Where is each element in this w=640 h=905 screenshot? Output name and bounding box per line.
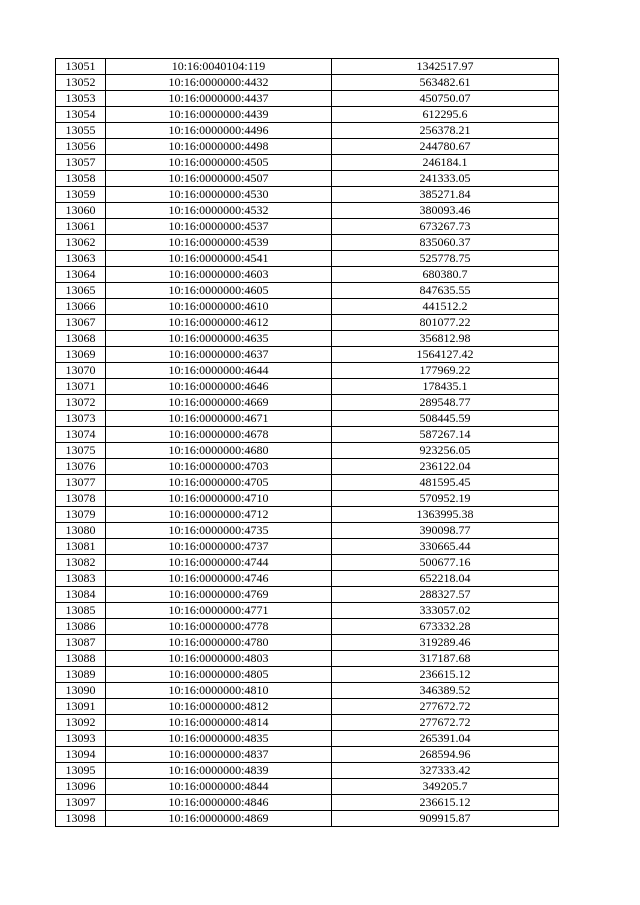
value-cell: 680380.7: [332, 267, 559, 283]
table-row: [56, 667, 559, 683]
row-number-cell: 13072: [56, 395, 106, 411]
value-cell: 349205.7: [332, 779, 559, 795]
value-cell: 244780.67: [332, 139, 559, 155]
row-number-cell: 13094: [56, 747, 106, 763]
table-row: [56, 315, 559, 331]
table-row: [56, 427, 559, 443]
row-number-cell: 13060: [56, 203, 106, 219]
row-number-cell: 13064: [56, 267, 106, 283]
table-row: [56, 91, 559, 107]
value-cell: 288327.57: [332, 587, 559, 603]
table-row: [56, 731, 559, 747]
table-row: [56, 203, 559, 219]
table-row: [56, 619, 559, 635]
table-row: [56, 219, 559, 235]
table-row: [56, 363, 559, 379]
cadastral-number-cell: 10:16:0000000:4844: [106, 779, 332, 795]
table-row: [56, 635, 559, 651]
cadastral-number-cell: 10:16:0000000:4780: [106, 635, 332, 651]
row-number-cell: 13087: [56, 635, 106, 651]
cadastral-number-cell: 10:16:0000000:4530: [106, 187, 332, 203]
row-number-cell: 13057: [56, 155, 106, 171]
value-cell: 570952.19: [332, 491, 559, 507]
row-number-cell: 13071: [56, 379, 106, 395]
table-row: [56, 139, 559, 155]
row-number-cell: 13061: [56, 219, 106, 235]
value-cell: 923256.05: [332, 443, 559, 459]
table-row: [56, 379, 559, 395]
value-cell: 835060.37: [332, 235, 559, 251]
cadastral-number-cell: 10:16:0000000:4837: [106, 747, 332, 763]
row-number-cell: 13084: [56, 587, 106, 603]
table-row: [56, 59, 559, 75]
cadastral-number-cell: 10:16:0000000:4605: [106, 283, 332, 299]
table-row: [56, 123, 559, 139]
table-body: [56, 59, 559, 827]
value-cell: 1363995.38: [332, 507, 559, 523]
value-cell: 390098.77: [332, 523, 559, 539]
table-row: [56, 699, 559, 715]
cadastral-number-cell: 10:16:0000000:4680: [106, 443, 332, 459]
value-cell: 385271.84: [332, 187, 559, 203]
row-number-cell: 13063: [56, 251, 106, 267]
table-row: [56, 587, 559, 603]
cadastral-number-cell: 10:16:0000000:4437: [106, 91, 332, 107]
table-row: [56, 107, 559, 123]
row-number-cell: 13051: [56, 59, 106, 75]
value-cell: 289548.77: [332, 395, 559, 411]
cadastral-number-cell: 10:16:0000000:4744: [106, 555, 332, 571]
value-cell: 236122.04: [332, 459, 559, 475]
value-cell: 246184.1: [332, 155, 559, 171]
row-number-cell: 13086: [56, 619, 106, 635]
value-cell: 177969.22: [332, 363, 559, 379]
row-number-cell: 13076: [56, 459, 106, 475]
cadastral-number-cell: 10:16:0000000:4778: [106, 619, 332, 635]
cadastral-number-cell: 10:16:0000000:4498: [106, 139, 332, 155]
cadastral-number-cell: 10:16:0000000:4705: [106, 475, 332, 491]
row-number-cell: 13081: [56, 539, 106, 555]
table-row: [56, 347, 559, 363]
table-row: [56, 779, 559, 795]
value-cell: 450750.07: [332, 91, 559, 107]
row-number-cell: 13095: [56, 763, 106, 779]
table-row: [56, 507, 559, 523]
value-cell: 241333.05: [332, 171, 559, 187]
value-cell: 327333.42: [332, 763, 559, 779]
table-row: [56, 811, 559, 827]
value-cell: 673267.73: [332, 219, 559, 235]
table-row: [56, 395, 559, 411]
cadastral-number-cell: 10:16:0000000:4439: [106, 107, 332, 123]
row-number-cell: 13055: [56, 123, 106, 139]
row-number-cell: 13093: [56, 731, 106, 747]
cadastral-number-cell: 10:16:0000000:4603: [106, 267, 332, 283]
cadastral-number-cell: 10:16:0000000:4612: [106, 315, 332, 331]
row-number-cell: 13073: [56, 411, 106, 427]
row-number-cell: 13077: [56, 475, 106, 491]
table-row: [56, 491, 559, 507]
row-number-cell: 13085: [56, 603, 106, 619]
table-row: [56, 475, 559, 491]
table-row: [56, 299, 559, 315]
value-cell: 500677.16: [332, 555, 559, 571]
table-row: [56, 539, 559, 555]
row-number-cell: 13079: [56, 507, 106, 523]
row-number-cell: 13098: [56, 811, 106, 827]
value-cell: 356812.98: [332, 331, 559, 347]
value-cell: 652218.04: [332, 571, 559, 587]
table-row: [56, 411, 559, 427]
value-cell: 909915.87: [332, 811, 559, 827]
cadastral-number-cell: 10:16:0000000:4644: [106, 363, 332, 379]
value-cell: 673332.28: [332, 619, 559, 635]
value-cell: 801077.22: [332, 315, 559, 331]
cadastral-number-cell: 10:16:0000000:4671: [106, 411, 332, 427]
table-row: [56, 747, 559, 763]
row-number-cell: 13058: [56, 171, 106, 187]
row-number-cell: 13089: [56, 667, 106, 683]
cadastral-number-cell: 10:16:0040104:119: [106, 59, 332, 75]
table-row: [56, 571, 559, 587]
cadastral-number-cell: 10:16:0000000:4846: [106, 795, 332, 811]
cadastral-number-cell: 10:16:0000000:4432: [106, 75, 332, 91]
row-number-cell: 13070: [56, 363, 106, 379]
value-cell: 1564127.42: [332, 347, 559, 363]
value-cell: 256378.21: [332, 123, 559, 139]
table-row: [56, 715, 559, 731]
row-number-cell: 13083: [56, 571, 106, 587]
cadastral-number-cell: 10:16:0000000:4812: [106, 699, 332, 715]
cadastral-number-cell: 10:16:0000000:4539: [106, 235, 332, 251]
cadastral-number-cell: 10:16:0000000:4669: [106, 395, 332, 411]
cadastral-number-cell: 10:16:0000000:4839: [106, 763, 332, 779]
cadastral-number-cell: 10:16:0000000:4771: [106, 603, 332, 619]
cadastral-number-cell: 10:16:0000000:4635: [106, 331, 332, 347]
value-cell: 481595.45: [332, 475, 559, 491]
table-row: [56, 683, 559, 699]
row-number-cell: 13080: [56, 523, 106, 539]
value-cell: 525778.75: [332, 251, 559, 267]
cadastral-number-cell: 10:16:0000000:4507: [106, 171, 332, 187]
value-cell: 236615.12: [332, 667, 559, 683]
table-row: [56, 459, 559, 475]
row-number-cell: 13075: [56, 443, 106, 459]
table-row: [56, 251, 559, 267]
table-row: [56, 155, 559, 171]
row-number-cell: 13065: [56, 283, 106, 299]
row-number-cell: 13059: [56, 187, 106, 203]
value-cell: 330665.44: [332, 539, 559, 555]
cadastral-number-cell: 10:16:0000000:4735: [106, 523, 332, 539]
row-number-cell: 13053: [56, 91, 106, 107]
cadastral-number-cell: 10:16:0000000:4805: [106, 667, 332, 683]
row-number-cell: 13052: [56, 75, 106, 91]
value-cell: 612295.6: [332, 107, 559, 123]
cadastral-number-cell: 10:16:0000000:4541: [106, 251, 332, 267]
cadastral-number-cell: 10:16:0000000:4532: [106, 203, 332, 219]
table-row: [56, 651, 559, 667]
row-number-cell: 13091: [56, 699, 106, 715]
table-row: [56, 75, 559, 91]
value-cell: 265391.04: [332, 731, 559, 747]
cadastral-number-cell: 10:16:0000000:4712: [106, 507, 332, 523]
row-number-cell: 13096: [56, 779, 106, 795]
value-cell: 508445.59: [332, 411, 559, 427]
cadastral-number-cell: 10:16:0000000:4737: [106, 539, 332, 555]
table-row: [56, 235, 559, 251]
table-row: [56, 283, 559, 299]
row-number-cell: 13068: [56, 331, 106, 347]
table-row: [56, 267, 559, 283]
value-cell: 346389.52: [332, 683, 559, 699]
table-row: [56, 443, 559, 459]
cadastral-number-cell: 10:16:0000000:4678: [106, 427, 332, 443]
value-cell: 1342517.97: [332, 59, 559, 75]
value-cell: 268594.96: [332, 747, 559, 763]
cadastral-number-cell: 10:16:0000000:4769: [106, 587, 332, 603]
value-cell: 380093.46: [332, 203, 559, 219]
value-cell: 277672.72: [332, 715, 559, 731]
table-row: [56, 795, 559, 811]
row-number-cell: 13078: [56, 491, 106, 507]
cadastral-number-cell: 10:16:0000000:4835: [106, 731, 332, 747]
value-cell: 563482.61: [332, 75, 559, 91]
table-row: [56, 331, 559, 347]
value-cell: 317187.68: [332, 651, 559, 667]
value-cell: 178435.1: [332, 379, 559, 395]
cadastral-number-cell: 10:16:0000000:4746: [106, 571, 332, 587]
row-number-cell: 13062: [56, 235, 106, 251]
cadastral-number-cell: 10:16:0000000:4710: [106, 491, 332, 507]
table-row: [56, 187, 559, 203]
row-number-cell: 13056: [56, 139, 106, 155]
value-cell: 236615.12: [332, 795, 559, 811]
table-row: [56, 555, 559, 571]
table-row: [56, 603, 559, 619]
row-number-cell: 13054: [56, 107, 106, 123]
table-row: [56, 763, 559, 779]
value-cell: 587267.14: [332, 427, 559, 443]
row-number-cell: 13067: [56, 315, 106, 331]
value-cell: 277672.72: [332, 699, 559, 715]
cadastral-number-cell: 10:16:0000000:4496: [106, 123, 332, 139]
row-number-cell: 13066: [56, 299, 106, 315]
cadastral-number-cell: 10:16:0000000:4803: [106, 651, 332, 667]
value-cell: 333057.02: [332, 603, 559, 619]
row-number-cell: 13097: [56, 795, 106, 811]
row-number-cell: 13074: [56, 427, 106, 443]
cadastral-number-cell: 10:16:0000000:4810: [106, 683, 332, 699]
cadastral-number-cell: 10:16:0000000:4646: [106, 379, 332, 395]
table-row: [56, 171, 559, 187]
data-table: [55, 58, 559, 827]
row-number-cell: 13082: [56, 555, 106, 571]
row-number-cell: 13069: [56, 347, 106, 363]
cadastral-number-cell: 10:16:0000000:4703: [106, 459, 332, 475]
value-cell: 847635.55: [332, 283, 559, 299]
row-number-cell: 13090: [56, 683, 106, 699]
table-row: [56, 523, 559, 539]
cadastral-number-cell: 10:16:0000000:4610: [106, 299, 332, 315]
value-cell: 441512.2: [332, 299, 559, 315]
row-number-cell: 13092: [56, 715, 106, 731]
cadastral-number-cell: 10:16:0000000:4537: [106, 219, 332, 235]
cadastral-number-cell: 10:16:0000000:4505: [106, 155, 332, 171]
cadastral-number-cell: 10:16:0000000:4814: [106, 715, 332, 731]
cadastral-number-cell: 10:16:0000000:4637: [106, 347, 332, 363]
row-number-cell: 13088: [56, 651, 106, 667]
value-cell: 319289.46: [332, 635, 559, 651]
cadastral-number-cell: 10:16:0000000:4869: [106, 811, 332, 827]
